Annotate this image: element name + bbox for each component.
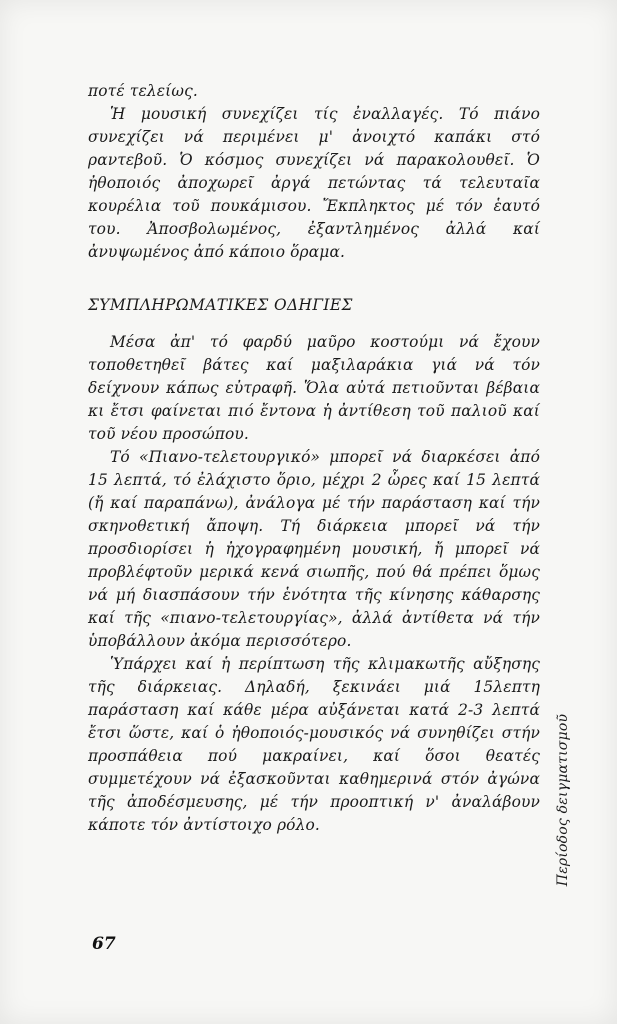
section-body [88, 331, 540, 837]
top-line-continuation: ποτέ τελείως. [88, 82, 198, 100]
section-paragraph-2: Τό «Πιανο-τελετουργικό» μπορεῖ νά διαρκέσει ἀπό 15 λεπτά, τό ἐλάχιστο ὅριο, μέχρι 2 ὧρες καί 15 λεπτά (ἤ καί παραπάνω), ἀνάλογα μέ τήν παράσταση καί τήν σκηνοθετική ἄποψη. Τή διάρκεια μπορεῖ νά τήν προσδιορίσει ἡ ἠχογραφημένη μουσική, ἤ μπορεῖ νά προβλέφτοῦν μερικά κενά σιωπῆς, πού θά πρέπει ὅμως νά μή διασπάσουν τήν ἑνότητα τῆς κίνησης κάθαρσης καί τῆς «πιανο-τελετουργίας», ἀλλά ἀντίθετα νά τήν ὑποβάλλουν ἀκόμα περισσότερο. [88, 448, 540, 650]
page-number: 67 [92, 934, 116, 954]
side-running-title [551, 693, 575, 907]
section-heading: ΣΥΜΠΛΗΡΩΜΑΤΙΚΕΣ ΟΔΗΓΙΕΣ [88, 296, 353, 314]
top-paragraph: Ἡ μουσική συνεχίζει τίς ἐναλλαγές. Τό πιάνο συνεχίζει νά περιμένει μ' ἀνοιχτό καπάκι στό ραντεβοῦ. Ὁ κόσμος συνεχίζει νά παρακολουθεῖ. Ὁ ἠθοποιός ἀποχωρεῖ ἀργά πετώντας τά τελευταῖα κουρέλια τοῦ πουκάμισου. Ἔκπληκτος μέ τόν ἑαυτό του. Ἀποσβολωμένος, ἐξαντλημένος ἀλλά καί ἀνυψωμένος ἀπό κάποιο ὅραμα. [88, 105, 540, 261]
section-paragraph-1: Μέσα ἀπ' τό φαρδύ μαῦρο κοστούμι νά ἔχουν τοποθετηθεῖ βάτες καί μαξιλαράκια γιά νά τόν δείχνουν κάπως εὐτραφῆ. Ὅλα αὐτά πετιοῦνται βέβαια κι ἔτσι φαίνεται πιό ἔντονα ἡ ἀντίθεση τοῦ παλιοῦ καί τοῦ νέου προσώπου. [88, 333, 540, 443]
section-paragraph-3: Ὑπάρχει καί ἡ περίπτωση τῆς κλιμακωτῆς αὔξησης τῆς διάρκειας. Δηλαδή, ξεκινάει μιά 15λεπτη παράσταση καί κάθε μέρα αὐξάνεται κατά 2-3 λεπτά ἔτσι ὥστε, καί ὁ ἠθοποιός-μουσικός νά συνηθίζει στήν προσπάθεια πού μακραίνει, καί ὅσοι θεατές συμμετέχουν νά ἐξασκοῦνται καθημερινά στόν ἀγώνα τῆς ἀποδέσμευσης, μέ τήν προοπτική ν' ἀναλάβουν κάποτε τόν ἀντίστοιχο ρόλο. [88, 655, 540, 834]
top-paragraph-block [88, 80, 540, 264]
side-running-title-text: Περίοδος δειγματισμοῦ [555, 713, 571, 887]
